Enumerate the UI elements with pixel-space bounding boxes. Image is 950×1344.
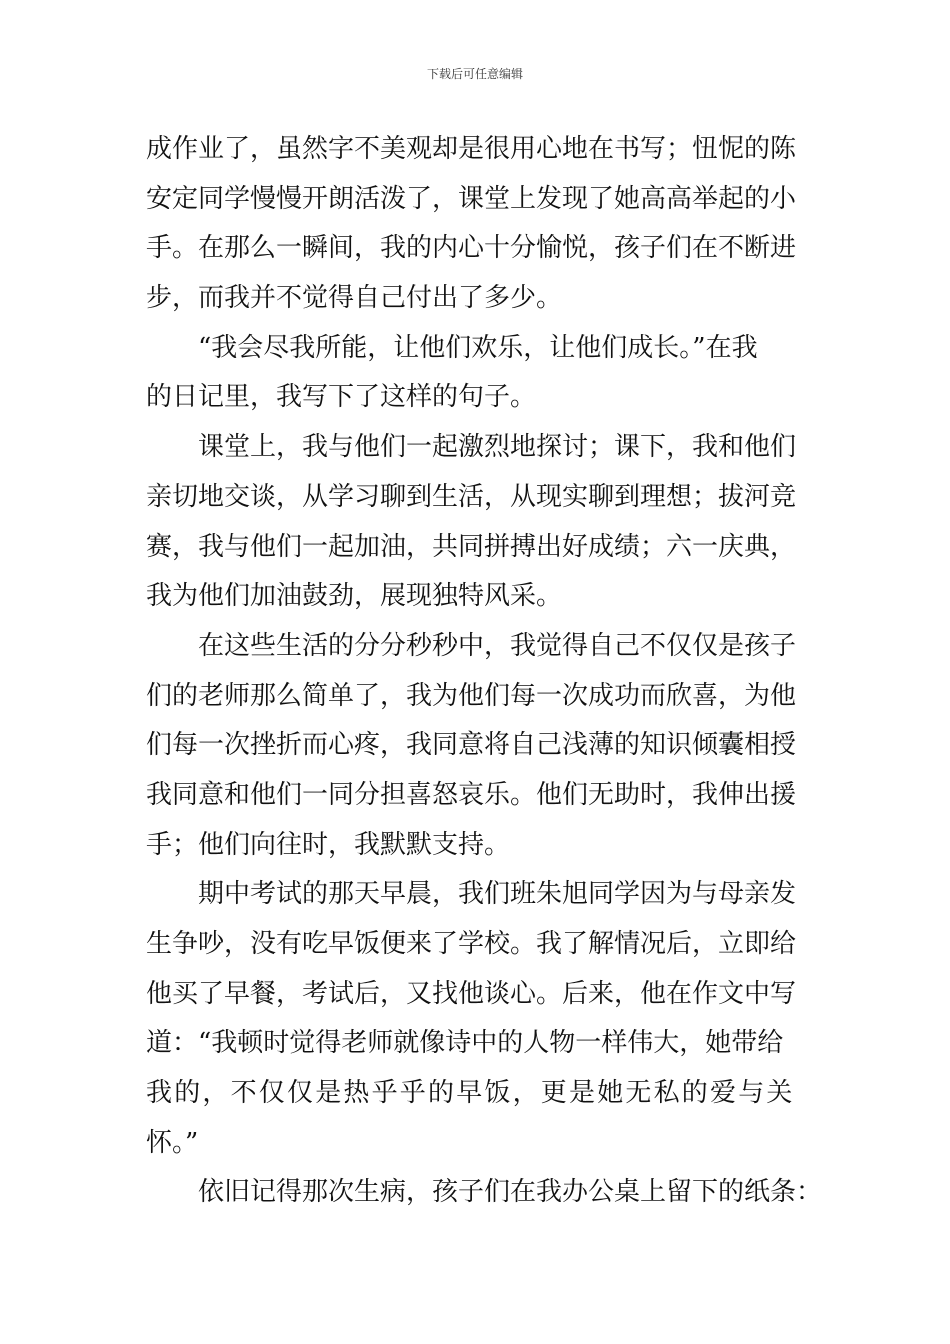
- text-line: 们的老师那么简单了，我为他们每一次成功而欣喜，为他: [146, 680, 797, 711]
- text-line: 赛，我与他们一起加油，共同拼搏出好成绩；六一庆典，: [146, 531, 797, 562]
- paragraph-start-line: 依旧记得那次生病，孩子们在我办公桌上留下的纸条：: [198, 1177, 823, 1208]
- text-line: 我的，不仅仅是热乎乎的早饭，更是她无私的爱与关: [146, 1078, 795, 1109]
- paragraph-start-line: “我会尽我所能，让他们欢乐，让他们成长。”在我: [198, 332, 758, 363]
- text-line: 我为他们加油鼓劲，展现独特风采。: [146, 581, 563, 612]
- text-line: 手。在那么一瞬间，我的内心十分愉悦，孩子们在不断进: [146, 233, 797, 264]
- text-line: 步，而我并不觉得自己付出了多少。: [146, 283, 563, 314]
- text-line: 道：“我顿时觉得老师就像诗中的人物一样伟大，她带给: [146, 1028, 784, 1059]
- document-body: [146, 125, 826, 1218]
- paragraph-start-line: 在这些生活的分分秒秒中，我觉得自己不仅仅是孩子: [198, 630, 797, 661]
- page-header: 下载后可任意编辑: [426, 67, 523, 81]
- text-line: 生争吵，没有吃早饭便来了学校。我了解情况后，立即给: [146, 929, 797, 959]
- text-line: 怀。”: [146, 1127, 199, 1158]
- text-line: 手；他们向往时，我默默支持。: [146, 829, 511, 860]
- text-line: 成作业了，虽然字不美观却是很用心地在书写；忸怩的陈: [146, 134, 797, 164]
- text-line: 他买了早餐，考试后，又找他谈心。后来，他在作文中写: [146, 978, 797, 1009]
- text-line: 的日记里，我写下了这样的句子。: [146, 382, 537, 413]
- text-line: 我同意和他们一同分担喜怒哀乐。他们无助时，我伸出援: [146, 779, 797, 810]
- text-line: 安定同学慢慢开朗活泼了，课堂上发现了她高高举起的小: [146, 183, 797, 214]
- paragraph-start-line: 期中考试的那天早晨，我们班朱旭同学因为与母亲发: [198, 879, 797, 910]
- text-line: 们每一次挫折而心疼，我同意将自己浅薄的知识倾囊相授: [146, 730, 797, 761]
- paragraph-start-line: 课堂上，我与他们一起激烈地探讨；课下，我和他们: [198, 432, 797, 463]
- text-line: 亲切地交谈，从学习聊到生活，从现实聊到理想；拔河竞: [146, 481, 797, 512]
